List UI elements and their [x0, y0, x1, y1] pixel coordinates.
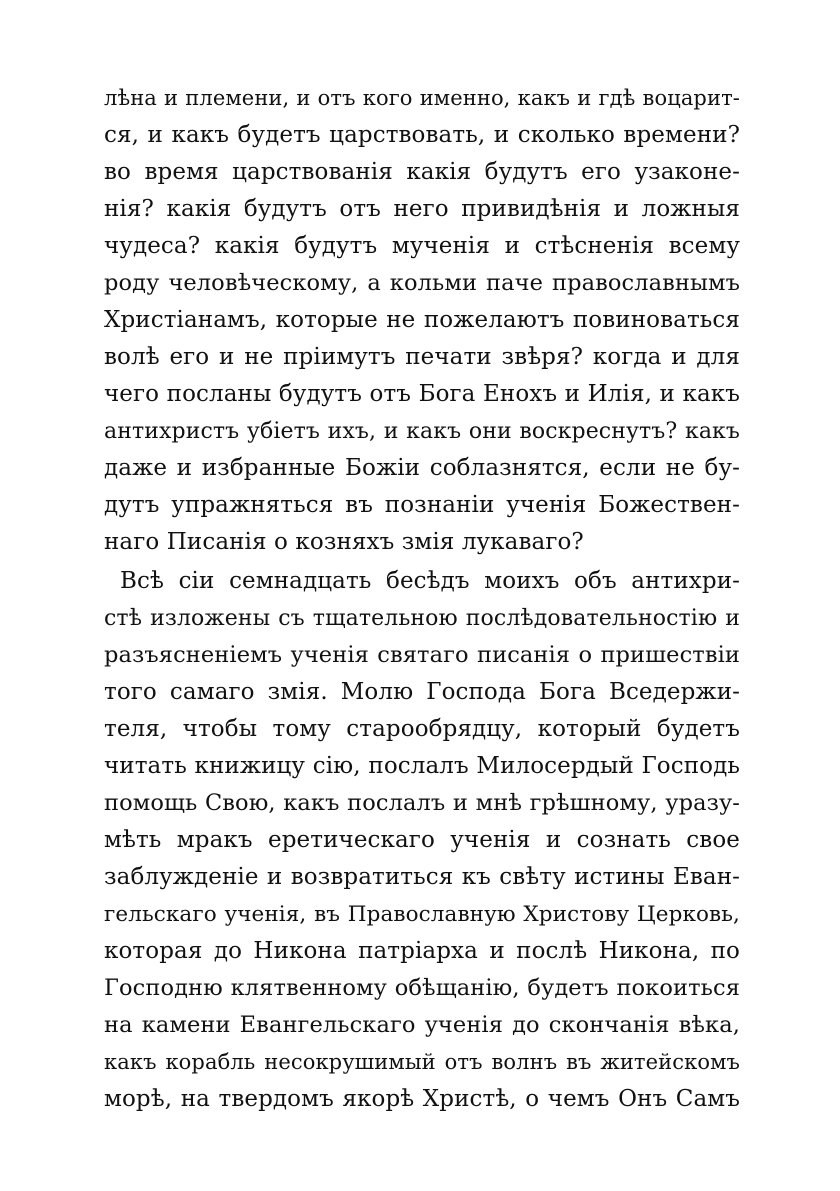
text-line: наго Писанія о козняхъ змія лукаваго? [104, 529, 584, 555]
text-line: какъ корабль несокрушимый отъ волнъ въ житейскомъ [104, 1050, 740, 1074]
text-line: заблужденіе и возвратиться къ свѣту истины Еван- [104, 864, 740, 890]
text-line: которая до Никона патріарха и послѣ Никона, по [104, 938, 740, 964]
text-line: гельскаго ученія, въ Православную Христову Церковь, [104, 902, 740, 927]
text-line: на камени Евангельскаго ученія до скончанія вѣка, [104, 1012, 740, 1038]
paragraph-1 [104, 80, 740, 561]
paragraph-2 [104, 563, 740, 1118]
text-line: роду человѣческому, а кольми паче православнымъ [104, 270, 740, 296]
text-line: чего посланы будутъ отъ Бога Енохъ и Илія, и какъ [104, 381, 740, 407]
text-line: ся, и какъ будетъ царствовать, и сколько времени? [104, 122, 740, 148]
text-line: волѣ его и не пріимутъ печати звѣря? когда и для [104, 344, 740, 370]
text-line: помощь Свою, какъ послалъ и мнѣ грѣшному, уразу- [104, 790, 740, 816]
text-line: лѣна и племени, и отъ кого именно, какъ и гдѣ воцарит- [104, 86, 740, 110]
text-body [104, 80, 740, 1118]
text-line: чудеса? какія будутъ мученія и стѣсненія всему [104, 233, 740, 259]
text-line: морѣ, на твердомъ якорѣ Христѣ, о чемъ Онъ Самъ [104, 1086, 740, 1112]
text-line: читать книжицу сію, послалъ Милосердый Господь [104, 753, 740, 779]
text-line: Господню клятвенному обѣщанію, будетъ покоиться [104, 975, 740, 1001]
text-line: во время царствованія какія будутъ его узаконе- [104, 159, 740, 185]
text-line: теля, чтобы тому старообрядцу, который будетъ [104, 716, 740, 742]
text-line: стѣ изложены съ тщательною послѣдовательностію и [104, 606, 740, 631]
text-line: Христіанамъ, которые не пожелаютъ повиноваться [104, 307, 740, 333]
text-line: дутъ упражняться въ познаніи ученія Божествен- [104, 492, 740, 518]
text-line: того самаго змія. Молю Господа Бога Вседержи- [104, 679, 740, 705]
text-line: нія? какія будутъ отъ него привидѣнія и ложныя [104, 196, 740, 222]
text-line: даже и избранные Божіи соблазнятся, если не бу- [104, 455, 740, 481]
text-line: мѣть мракъ еретическаго ученія и сознать свое [104, 827, 740, 853]
text-line: антихристъ убіетъ ихъ, и какъ они воскреснутъ? какъ [104, 419, 740, 444]
text-line: Всѣ сіи семнадцать бесѣдъ моихъ объ антихри- [120, 568, 740, 594]
text-line: разъясненіемъ ученія святаго писанія о пришествіи [104, 642, 740, 668]
